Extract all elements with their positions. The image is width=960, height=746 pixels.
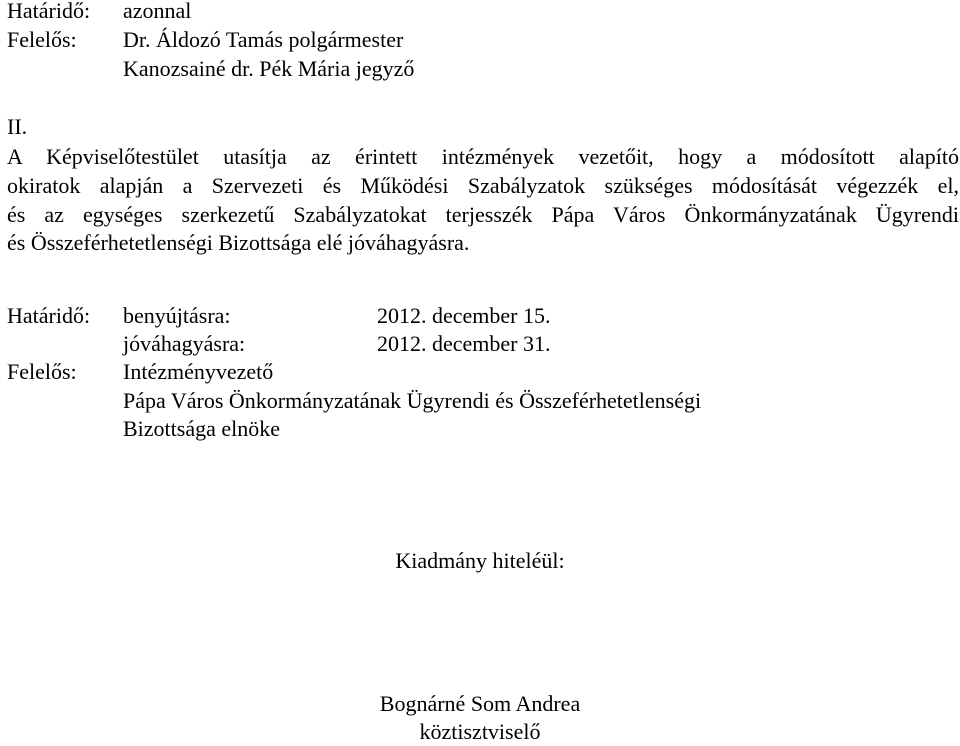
paragraph-line-3: és az egységes szerkezetű Szabályzatokat terjesszék Pápa Város Önkormányzatának Ügyrendi (7, 202, 959, 227)
paragraph-line-4: és Összeférhetetlenségi Bizottsága elé jóváhagyásra. (7, 230, 470, 255)
responsible-name-1: Dr. Áldozó Tamás polgármester (123, 27, 404, 52)
section-deadline-label: Határidő: (7, 303, 91, 328)
section-number: II. (7, 114, 28, 139)
deadline-submit-label: benyújtásra: (123, 303, 231, 328)
responsible-label: Felelős: (7, 27, 77, 52)
deadline-label: Határidő: (7, 0, 91, 23)
section-responsible-2: Pápa Város Önkormányzatának Ügyrendi és Összeférhetetlenségi (123, 388, 702, 413)
deadline-approve-date: 2012. december 31. (377, 331, 551, 356)
section-responsible-1: Intézményvezető (123, 359, 274, 384)
section-responsible-label: Felelős: (7, 359, 77, 384)
paragraph-line-2: okiratok alapján a Szervezeti és Működési Szabályzatok szükséges módosítását végezzék el, (7, 173, 959, 198)
paragraph-line-1: A Képviselőtestület utasítja az érintett intézmények vezetőit, hogy a módosított alapító (7, 144, 959, 169)
signer-name: Bognárné Som Andrea (379, 691, 581, 716)
deadline-submit-date: 2012. december 15. (377, 303, 551, 328)
certification-text: Kiadmány hiteléül: (395, 548, 565, 573)
deadline-approve-label: jóváhagyásra: (123, 331, 246, 356)
signer-title: köztisztviselő (419, 719, 541, 744)
responsible-name-2: Kanozsainé dr. Pék Mária jegyző (123, 56, 415, 81)
section-responsible-3: Bizottsága elnöke (123, 416, 281, 441)
deadline-value: azonnal (123, 0, 192, 23)
